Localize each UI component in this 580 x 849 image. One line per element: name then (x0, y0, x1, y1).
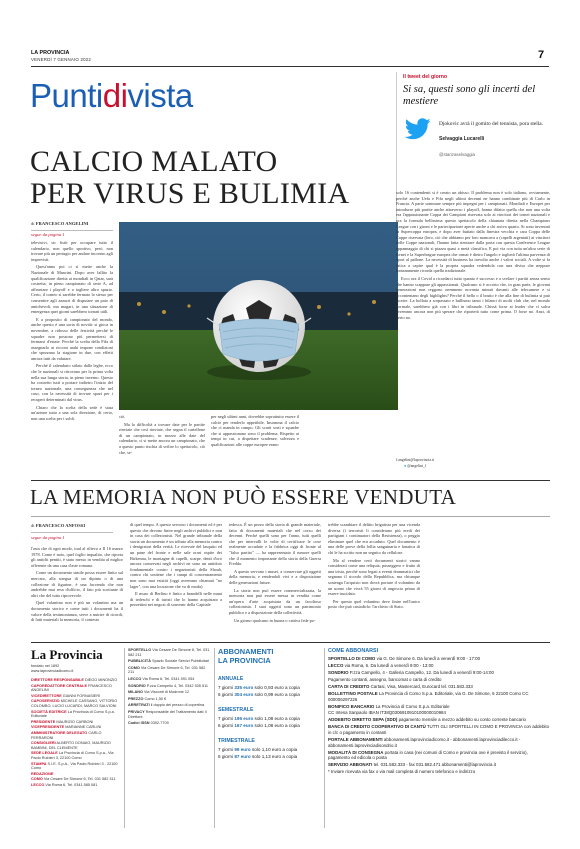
howto-item-value: * Inviare ricevuta via fax o via mail completa di numero telefonico e indirizzo (328, 769, 476, 775)
article1-paragraph: per negli ultimi anni, dovrebbe soprattutto essere il calcio per renderlo appetibile. Insomma il calcio che ci manda in campo, Gli scarti sorti e squadre che si appassionano sono il problema. Rispetto ai tempi in cui, a dispettare scadenze, salvezza e qualificazioni alle coppe europee erano (211, 414, 299, 447)
article2-paragraph: Come un documento simile possa essere finito sul mercato, alla stregua di un dipinto o di una collezione di figurine, è una faccenda che non andrebbe mai resa d'ufficio, il fato più scottante di altri che del tutto riprovevole. (31, 570, 123, 598)
masthead-row (31, 731, 119, 740)
services-row (128, 677, 212, 682)
masthead-row (31, 684, 119, 693)
subscription-per-copy: solo 1,08 euro a copia (254, 716, 300, 721)
tweet-handle: @stanzaselvaggia (439, 152, 475, 157)
masthead-row (31, 777, 119, 782)
masthead-row (31, 678, 119, 683)
subscription-per-copy: solo 0,99 euro a copia (254, 692, 300, 697)
subscription-line (218, 722, 318, 729)
article1-col3 (211, 414, 299, 472)
masthead-website: www.laprovinciadicomo.it (31, 669, 74, 673)
howto-item (328, 769, 550, 775)
howto-item-value: TUTTI GLI SPORTELLI IN COMO E PROVINCIA con addebito in c/c o pagamento in contanti (328, 724, 550, 736)
masthead-row-label: LECCO (31, 782, 45, 787)
subscription-per-copy: solo 0,93 euro a copia (254, 685, 300, 690)
howto-item-label: SONDRIO (328, 669, 349, 675)
howto-item-value: abbonamenti.laprovinciadicomo.it - abbonamenti.laprovinciadilecco.it - abbonamenti.laprovinciadisondrio.it (328, 737, 521, 748)
howto-item-value: La Provincia di Como S.p.a. Editoriale, via G. De Simone, 6 22100 Como CC 000006297226 (328, 690, 529, 702)
article1-col2 (119, 414, 205, 472)
article2-paragraph: A questo servono i musei, a conservare gli oggetti della memoria, e rendendoli vivi e a disposizione delle generazioni future. (229, 568, 321, 585)
howto-item (328, 762, 550, 768)
services-rows (128, 648, 212, 828)
services-row-value: P.zza Campello 4, Tel. 0342 535 511 (146, 683, 209, 688)
page-number: 7 (538, 49, 545, 61)
subscriptions-title-line2: LA PROVINCIA (218, 655, 271, 665)
article1-continuation: segue da pagina 1 (31, 232, 65, 237)
services-row-value: 0392-7709 (150, 721, 169, 726)
article2-paragraph: trebbe scambiare il delitto brigatista per una vicenda diversa (i terroristi li considerano più eredi dei partigiani i continuatori della Resistenza), o peggio eliminare quel che era accaduto. Quel documento è una delle prove della follia sanguinaria e fanatica di chi le ha scritto non un segnito da cellulose. (328, 522, 420, 555)
howto-title: COME ABBONARSI (328, 648, 379, 654)
services-row-label: PUBBLICITÀ (128, 659, 151, 664)
article2-author: FRANCESCO ANFOSSI (35, 523, 86, 528)
article1-paragraph: televisivi, sic fistit per occupare tutto il calendario, non quello sportivo, però, non trovare più un pertugio per andare incontro agli imprevisti. (31, 240, 113, 262)
masthead-row-label: CAPOREDATTORE CENTRALE (31, 683, 87, 688)
article2-col4 (328, 522, 420, 636)
article1-byline (31, 221, 88, 226)
article1-contact-twitter (404, 464, 426, 469)
subscription-days: 7 giorni (218, 685, 234, 690)
services-row-label: PREZZO (128, 696, 144, 701)
services-row-value: Responsabile del Trattamento dati: il Direttore (128, 709, 208, 719)
masthead-row-label: REDAZIONE (31, 771, 54, 776)
tweet-box (403, 74, 551, 157)
article2-paragraph: Quel volantino non è più un volantino ma un documento storico e come tutti i documenti ha il valore della testimonianza, serve a nutrire di ricordi, di fatti materiali la memoria, il contesto (31, 600, 123, 623)
howto-item-value: P.zza Campello, 4 - Galleria Campello, 12. Da lunedì a venerdì 9:00-14:00 (349, 669, 494, 675)
article2-paragraph: tedesca. È un pezzo della storia di grande materiale, fatta di documenti materiali che nel corso dei decenni. Perché quelli sono per l'anno, tutti quelli che per intervalli le volte di certificare le cose realmente accadute e la fabbrica oggi di fronte al "falso partito" — ha rappresentato il rumore quelli che il momento importante della storia della Guerra Fredda. (229, 522, 321, 567)
subscription-days: 7 giorni (218, 747, 234, 752)
howto-item (328, 691, 550, 702)
services-row-label: PRIVACY (128, 709, 145, 714)
masthead-row-label: AMMINISTRATORE DELEGATO (31, 730, 88, 735)
article1-paragraph: solo 16 contendenti si è creato un abisso. Il problema non è solo italiano, ovviamente, perché anche Uefa e Fifa negli ultimi decenni ne hanno combinate più di Carlo in Francia. A parte sommare sempre più impegni per i campionati. Mondiali e Europei per introdurre più partite anche attraverso i playoff, hanno difatto quella che non una volta era l'appassionante Coppa dei Campioni riservata solo ai vincitori dei tornei nazionali e ora la formula bellissima questo spettacolo della chiamata diretta nella Champions League con i gironi e le partecipazione aperte anche a chi arriva quarto. Si sono inventati la Supercoppa europea, e dopo aver buttato dalla finestra vecchia e cara Coppa delle Coppe riservata (loro, ciò che abbiamo per loro mancava a (capelli argentati) ai vincitori delle Coppe nazionali, l'hanno fatta rientrare dalla porta con questa Conference League appannaggio di chi si piazza quasi a metà classifica. E poi via con tutta un'altra serie di tornei e la Superleague europea che ormai è dietro l'angolo e toglierà l'ultima parvenza di sport al pallone. La necessità di business ha travolto anche i valori sociali. A volte si fa fatica a capire qual è la propria squadra vedendola con una divisa che neppure lontanamente ricorda quella tradizionale. (396, 190, 550, 274)
article1-author: FRANCESCO ANGELINI (35, 221, 89, 226)
masthead-row-label: VICEDIRETTORE (31, 693, 62, 698)
subscription-group-title: ANNUALE (218, 676, 244, 682)
masthead-row-label: CONSIGLIERI (31, 741, 56, 746)
subscription-group-title: SEMESTRALE (218, 707, 254, 713)
tweet-author: Selvaggia Lucarelli (439, 136, 485, 142)
services-row-value: il doppio del prezzo di copertina (150, 703, 205, 708)
subscription-group-title: TRIMESTRALE (218, 738, 255, 744)
subscription-price: 99 euro (234, 747, 251, 752)
subscriptions-title (218, 648, 273, 665)
article1-paragraph: E a proposito di campionato del mondo, anche questo è una sorta di novità: si gioca in novembre, a ridosso delle festività perché le squadre non possono più permettersi di fermarsi d'estate. Perché la scelta della Fifa di assegnarlo ai ricconi arabi impone condizioni che spezzano la stagione in due, con effetti ancora tutti da valutare. (31, 316, 113, 361)
article1-byline-prefix: di (31, 221, 35, 226)
howto-item-label: MODALITÀ DI CONSEGNA (328, 749, 384, 755)
article2-paragraph: La storia non può essere commercializzata, la memoria non può essere messa in vendita come un'opera d'arte acquistata da un facoltoso collezionista. I suoi oggetti sono un patrimonio pubblico e a disposizione della collettività. (229, 587, 321, 615)
masthead-row-value: Via Cesare De Simone 6, Tel. 031 582 311 (43, 777, 116, 782)
article2-col2 (130, 522, 222, 636)
subscription-price: 167 euro (234, 723, 254, 728)
services-row (128, 697, 212, 702)
howto-item (328, 684, 550, 690)
subscription-price: 87 euro (234, 754, 251, 759)
services-row-label: ARRETRATI (128, 703, 150, 708)
howto-item-label: SERVIZIO ABBONATI (328, 762, 373, 768)
article2-paragraph: Ma al vendere certi documenti storici vanno considerati come una reliquia, passeggero e frutto di una trista, perché sono legati a eventi drammatici che segnano il ricordo della Repubblica, ma chiunque sostenga l'acquisto non dovrà portare il volantino da un uomo che vivrà 55 giorni di angoscia prima di essere trucidato. (328, 557, 420, 597)
subscription-line (218, 753, 318, 760)
subscription-price: 304 euro (234, 692, 254, 697)
subscription-line (218, 684, 318, 691)
article1-col1 (31, 240, 113, 472)
howto-item (328, 710, 550, 716)
tweet-kicker: Il tweet del giorno (403, 74, 448, 80)
masthead-row (31, 699, 119, 708)
services-row-value: Spazio Sociale Servizi Pubblicitari (152, 659, 210, 664)
subscription-line (218, 715, 318, 722)
masthead-row-value: MARIANNE CARLINI (65, 725, 102, 730)
howto-item (328, 724, 550, 735)
header-brand: LA PROVINCIA (31, 50, 70, 56)
subscription-days: 6 giorni (218, 754, 234, 759)
masthead-row-value: S.I.E. S.p.A., Via Paolo Ruinieri 3 - 22100 Como (31, 761, 118, 771)
howto-item (328, 717, 550, 723)
subscription-line (218, 746, 318, 753)
article1-headline-line2: PER VIRUS E BULIMIA (30, 177, 350, 210)
section-title-part2: di (102, 77, 128, 114)
subscription-days: 6 giorni (218, 692, 234, 697)
masthead-founded: fondato nel 1892 (31, 664, 60, 668)
howto-item (328, 677, 550, 683)
subscription-per-copy: solo 1,10 euro a copia (251, 747, 298, 752)
howto-item-label: CARTA DI CREDITO (328, 683, 370, 689)
services-row (128, 648, 212, 657)
services-row-label: SPORTELLO (128, 648, 152, 652)
article2-headline: LA MEMORIA NON PUÒ ESSERE VENDUTA (30, 485, 457, 509)
howto-item-label: LECCO (328, 662, 344, 668)
article1-paragraph: Perché il calendario stilato dalle leghe, ecco che le nazionali si ritrovano per la prima volta nella sua lunga storia, in pieno inverno. Questo ha costretto tutti a portare indietro l'inizio del torneo nazionale, una conseguenza che nel caso, con la necessità di trovare spazi per i recuperi determinati dal virus. (31, 363, 113, 403)
masthead-row-value: La Provincia di Como S.p.a., Via Paolo Ruinieri 3, 22100 Como (31, 751, 114, 760)
masthead-row (31, 741, 119, 750)
article1-col4 (396, 190, 550, 452)
article1-headline (30, 146, 370, 210)
header-date: VENERDÌ 7 GENNAIO 2022 (31, 57, 92, 62)
masthead-row (31, 751, 119, 760)
masthead-row-label: VICEPRESIDENTE (31, 725, 65, 730)
subscription-per-copy: solo 1,13 euro a copia (251, 754, 298, 759)
article1-headline-line1: CALCIO MALATO (30, 145, 278, 178)
article1-photo (119, 222, 398, 410)
masthead-row (31, 710, 119, 719)
services-row-label: COMO (128, 665, 140, 670)
masthead-row-label: SOCIETÀ EDITRICE (31, 709, 67, 714)
masthead-row (31, 725, 119, 730)
howto-item (328, 704, 550, 710)
tweet-headline: Si sa, questi sono gli incerti del mestiere (403, 84, 536, 107)
masthead-row-label: STAMPA (31, 761, 47, 766)
article2-paragraph: Per questo quel volantino deve finire nell'unico posto che può custodirlo: l'archivio di Stato. (328, 598, 420, 610)
services-row (128, 690, 212, 695)
howto-item-label: ADDEBITO DIRETTO SEPA (SDD) (328, 717, 398, 723)
article2-continuation: segue da pagina 1 (31, 535, 65, 540)
subscription-days: 6 giorni (218, 723, 234, 728)
masthead-rows (31, 678, 119, 830)
article2-col1 (31, 546, 123, 636)
howto-item (328, 663, 550, 669)
howto-item-value: tel. 031.582.333 - fax 031.582.471 abbonamenti@laprovincia.it (373, 762, 496, 768)
article1-paragraph: Ecco ora il Covid a ricordarci tutto quanto è successo e a svelare i partiti senza senso che hanno scappare gli appassionati. Qualcuno si è accorto che, in gran parte, le giovani generazioni non reggono nemmeno novanta minuti davanti alle telecamere e si accontentano degli highlights? Perché il bello o il brutto è che alla fine di bulimia si può morire. La bollata a sorpassato e bullismo tanto i bilanci di molti club che, nel mondo normale, sarebbero già con i libri in tribunale. Chissà forse ai leader che ci salva avremmo ancora non più sperare che riporterà tutto come prima. O forse no. Anzi, di certo no. (396, 275, 550, 321)
article1-paragraph: Chiaro che la scelta della sede è stata un'azione tutta a una sola direzione, di certo, non una scelta per i soldi. (31, 404, 113, 421)
howto-item (328, 750, 550, 761)
article1-contact-email: f.angelini@laprovincia.it (396, 458, 435, 462)
twitter-bird-icon (405, 118, 431, 140)
article1-paragraph: Ma la difficoltà a trovare date per le partite rinviate che così rinviate, che segna il cartellone di un campionato, in mezzo alle date del calendario, ci si mette ancora un campionato, che a questo punto rischia di svilire lo spettacolo, ciò che, se- (119, 421, 205, 455)
masthead-row-value: GIANNI FORNASIERI (62, 693, 101, 698)
howto-item-label: BANCA DI CREDITO COOPERATIVO DI CANTÙ (328, 724, 426, 730)
services-row (128, 703, 212, 708)
masthead-row-value: DIEGO MINONZIO (84, 678, 118, 682)
article2-paragraph: Il muro di Berlino è finito a brandelli nelle mani di tedeschi e di turisti che lo hanno acquistato a pezzettini nei negozi di souvenir della Capitale (130, 591, 222, 608)
howto-item-value: La Provincia di Como S.p.a. Editoriale (375, 703, 450, 709)
masthead-row-value: ALBERTO DONAIO, MAURIZIO BAMBINI, DEL CLEMENTE (31, 741, 111, 750)
subscription-days: 7 giorni (218, 716, 234, 721)
services-row-value: Via Cesare De Simone 6, Tel. 031 582 211 (128, 665, 206, 675)
masthead-row-value: Via Roma 6, Tel. 0341 585 081 (45, 782, 98, 787)
services-row-value: Via Cesare De Simone 6, Tel. 031 582 211 (128, 648, 210, 657)
tweet-body: Djokovic avrà il gomito del tennista, pora stella. (439, 121, 544, 127)
masthead-row (31, 783, 119, 788)
article2-col3 (229, 522, 321, 636)
howto-item-value: CC Intesa Sanpaolo IBAN IT38Q0306910910100000010984 (328, 710, 446, 716)
services-row (128, 684, 212, 689)
section-title-part3: vista (127, 77, 193, 114)
article2-paragraph: l'asta che di ogni modo, trad al rilievo a Il 16 marzo 1978. Come è noto, quel foglio inqualito, che riporta gli antichi pentiti, è stato messo in vendita al miglior offerente da una casa d'aste romana. (31, 546, 123, 568)
masthead-row-value: FRANCESCO ANGELINI (31, 683, 112, 693)
masthead-row (31, 694, 119, 699)
article1-twitter-handle: @angelini_f (407, 464, 427, 468)
subscription-groups (218, 676, 318, 760)
services-row-value: Via Roma 6, Tel. 0341 591 054 (142, 676, 195, 681)
masthead-row (31, 772, 119, 777)
howto-item-label: BOLLETTINO POSTALE (328, 690, 378, 696)
howto-item-value: Cartasi, Visa, Mastercard, Eurocard tel. 031.582.333 (370, 683, 473, 689)
services-row-value: Via Visconti di Modrone 12 (144, 690, 190, 695)
howto-item-value: Pagamento contanti, assegno, bancomat o carta di credito (328, 676, 442, 682)
services-row (128, 666, 212, 675)
services-row-label: LECCO (128, 676, 142, 681)
masthead-row (31, 720, 119, 725)
masthead-row-value: MICHELE CASSANO, VITTORIO COLOMBO, LUCIO LUCARDI, MARCO SALVIONI (31, 699, 118, 708)
howto-item (328, 656, 550, 662)
subscription-price: 195 euro (234, 716, 254, 721)
services-row-label: Codici ISSN (128, 721, 150, 726)
masthead-row-label: DIRETTORE RESPONSABILE (31, 678, 84, 682)
subscriptions-title-line1: ABBONAMENTI (218, 647, 274, 656)
masthead-logo: La Provincia (31, 647, 103, 662)
subscription-price: 335 euro (234, 685, 254, 690)
howto-item-label: SPORTELLO DI COMO (328, 656, 376, 661)
masthead-row (31, 762, 119, 771)
masthead-row-label: PRESIDENTE (31, 719, 56, 724)
services-row (128, 710, 212, 719)
howto-item-label: PORTALE ABBONAMENTI (328, 737, 383, 743)
article2-paragraph: Un giorno qualcuno in buona o cattiva fede po- (234, 617, 316, 623)
article1-paragraph: ciò. (119, 414, 126, 419)
masthead-row-label: COMO (31, 777, 43, 782)
masthead-row-value: La Provincia di Como S.p.a. Editoriale (31, 709, 115, 719)
masthead-row-label: SEDE LEGALE (31, 751, 58, 756)
howto-item (328, 737, 550, 748)
howto-items (328, 656, 550, 831)
services-row-value: Como 1,50 € (144, 696, 167, 701)
howto-item-value: pagamento mensile a mezzo addebito su conto corrente bancario (398, 717, 526, 723)
article2-paragraph: di quel tempo. A questo servono i documenti ed è per questo che devono finire negli archivi pubblici e non in casa dei collezionisti. Nel grande tribunale della storia un documento è un tributo alla memoria contro i denigratori della verità. Le ricevute del lasquito ed un pane del fronte e nelle sale orari ospite dei Birkenau, le montagne di capelli, scarpe, denti d'oro ancora conservati negli archivi ne sono un antidoto fondamentale contro i negazionisti della Shoah, contro chi sostiene che i campi di concentramento non sono mai esistiti (oggi avremmo chiamati "no lager", con una locuzione che va di moda). (130, 522, 222, 589)
subscription-per-copy: solo 1,08 euro a copia (254, 723, 300, 728)
services-row (128, 659, 212, 664)
howto-item-value: portata in casa (nei comuni di Como e provincia ove è previsto il servizio), pagamento ed edicola o posta (328, 749, 528, 761)
howto-item-label: BONIFICO BANCARIO (328, 703, 375, 709)
subscription-line (218, 691, 318, 698)
masthead-row-label: CAPOSERVIZIO (31, 699, 60, 704)
article2-byline (31, 523, 85, 528)
services-row-label: MILANO (128, 690, 143, 695)
twitter-small-icon: ● (404, 464, 407, 468)
services-row (128, 721, 212, 726)
article1-paragraph: Quest'anno poi ci si mette anche la Nazionale di Mancini. Dopo aver fallito la qualificazione diretta ai mondiali in Qatar, sarà costretta, in pieno campionato di serie A, ad affrontare i playoff e a togliere altro spazio. Certo, il torneo si sarebbe fermato lo stesso per consentire agli azzurri di disputare un paio di amichevoli, ma magari, in una situazione di emergenza quei giorni sarebbero tornati utili. (31, 264, 113, 315)
howto-item (328, 670, 550, 676)
article2-byline-prefix: di (31, 523, 35, 528)
section-title-part1: Punti (30, 77, 103, 114)
howto-item-value: via Roma, 6. Da lunedì a venerdì 9:00 - 13:00 (344, 662, 434, 668)
masthead-row-value: CARLO FERRARONI (31, 730, 102, 740)
masthead-row-value: MAURIZIO CARBONI (56, 719, 94, 724)
services-row-label: SONDRIO (128, 683, 146, 688)
section-title (30, 78, 193, 114)
howto-item-value: via G. De Simone 6. Da lunedì a venerdì 9:00 - 17:00 (376, 656, 481, 661)
